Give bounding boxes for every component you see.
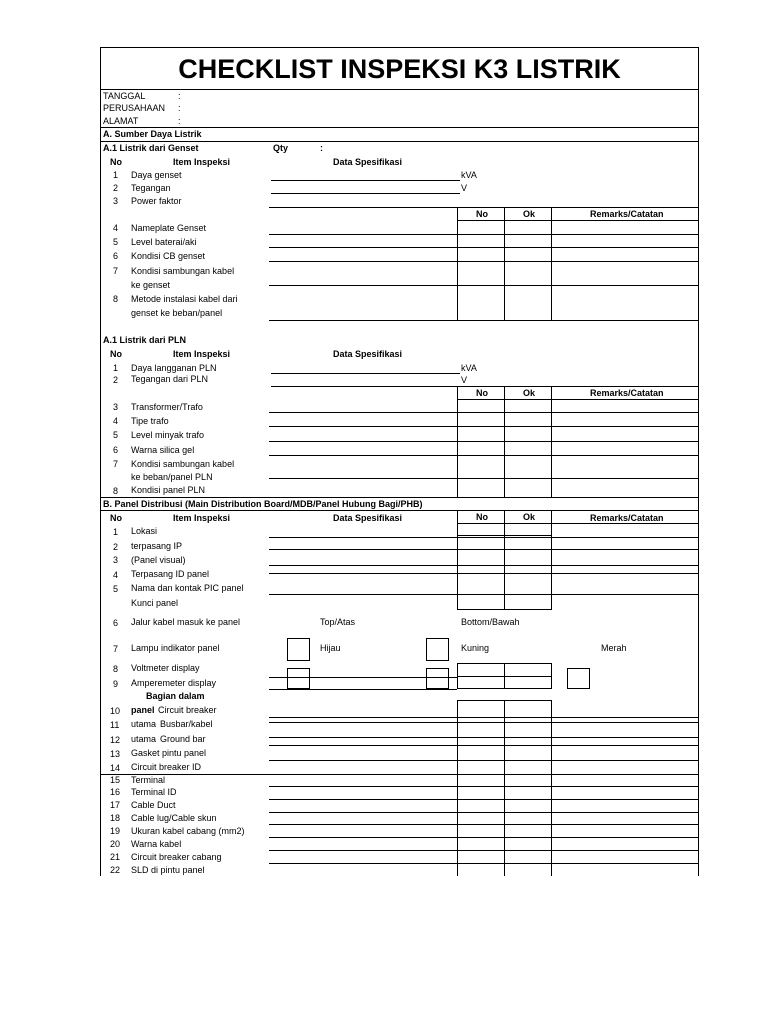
meter-label: Voltmeter display: [131, 663, 200, 673]
genset-col-divider: [551, 207, 552, 320]
alamat-label: ALAMAT: [103, 116, 139, 126]
pln-col-divider: [457, 386, 458, 498]
panel-item-label: terpasang IP: [131, 541, 183, 551]
genset-spec-unit: kVA: [461, 170, 477, 180]
bottom-col-divider: [551, 774, 552, 876]
panel-row-line: [269, 537, 698, 538]
perusahaan-label: PERUSAHAAN: [103, 103, 166, 113]
inner-item-no: 13: [110, 749, 121, 759]
meter-cell-line: [457, 676, 551, 677]
bottom-item-no: 20: [110, 839, 121, 849]
meter-no: 9: [113, 679, 119, 689]
panel-row-line: [269, 573, 698, 574]
panel-col-ok: Ok: [523, 512, 536, 522]
perusahaan-separator: :: [178, 103, 181, 113]
genset-row-line: [269, 247, 698, 248]
pln-row-line: [269, 412, 698, 413]
panel-item-no: 2: [113, 542, 119, 552]
pln-header-no: No: [110, 349, 122, 359]
inner-item-label: Circuit breaker ID: [131, 762, 202, 772]
genset-item-label: Tegangan: [131, 183, 171, 193]
meter-row-line: [269, 689, 457, 690]
genset-col-divider: [457, 207, 458, 320]
panel-item-label: Lokasi: [131, 526, 158, 536]
pln-spec-line: [271, 373, 460, 374]
lampu-no: 7: [113, 644, 119, 654]
bottom-row-line: [269, 786, 698, 787]
pln-check-no: 5: [113, 430, 119, 440]
inner-item-no: 11: [110, 720, 120, 730]
inner-col-divider: [457, 700, 458, 776]
lampu-label: Lampu indikator panel: [131, 643, 220, 653]
jalur-option-top: Top/Atas: [320, 617, 356, 627]
bottom-item-no: 16: [110, 787, 121, 797]
inner-section-bottom: [100, 774, 699, 775]
section-a-title: A. Sumber Daya Listrik: [103, 129, 202, 139]
genset-check-no: 5: [113, 237, 119, 247]
genset-qty-separator: :: [320, 143, 323, 153]
header-divider: [100, 127, 699, 128]
pln-col-remarks: Remarks/Catatan: [590, 388, 664, 398]
pln-check-label: Tipe trafo: [131, 416, 169, 426]
pln-row-line: [269, 478, 698, 479]
frame-left-border: [100, 47, 101, 876]
pln-table-top: [457, 386, 698, 387]
genset-check-no: 4: [113, 223, 119, 233]
meter-label: Amperemeter display: [131, 678, 217, 688]
genset-header-no: No: [110, 157, 122, 167]
pln-row-line: [269, 426, 698, 427]
section-a-divider: [100, 141, 699, 142]
pln-check-label: Level minyak trafo: [131, 430, 205, 440]
pln-table-header-line: [457, 399, 698, 400]
lampu-option-merah: Merah: [601, 643, 627, 653]
genset-col-divider: [504, 207, 505, 320]
genset-col-remarks: Remarks/Catatan: [590, 209, 664, 219]
panel-row-line: [269, 594, 698, 595]
genset-col-ok: Ok: [523, 209, 536, 219]
bottom-item-no: 18: [110, 813, 121, 823]
genset-table-top: [269, 207, 698, 208]
genset-item-no: 2: [113, 183, 119, 193]
bottom-item-no: 22: [110, 865, 121, 875]
jalur-label: Jalur kabel masuk ke panel: [131, 617, 241, 627]
pln-header-item: Item Inspeksi: [173, 349, 231, 359]
bottom-col-divider: [504, 774, 505, 876]
pln-check-no: 6: [113, 445, 119, 455]
panel-item-label: (Panel visual): [131, 555, 186, 565]
pln-check-no: 7: [113, 459, 119, 469]
inner-item-label: Gasket pintu panel: [131, 748, 207, 758]
tanggal-separator: :: [178, 91, 181, 101]
genset-row-line: [269, 285, 698, 286]
inner-table-top: [457, 700, 551, 701]
bottom-item-label: Terminal ID: [131, 787, 177, 797]
inner-utama-word: utama: [131, 719, 157, 729]
frame-top-border: [100, 47, 699, 48]
pln-col-ok: Ok: [523, 388, 536, 398]
genset-row-line: [269, 261, 698, 262]
inner-row-line: [269, 717, 698, 718]
bottom-item-no: 19: [110, 826, 121, 836]
genset-table-bottom: [269, 320, 698, 321]
inner-utama-word: utama: [131, 734, 157, 744]
bottom-item-label: Terminal: [131, 775, 166, 785]
genset-check-no: 6: [113, 251, 119, 261]
inner-row-line: [269, 760, 698, 761]
bottom-row-line: [269, 837, 698, 838]
panel-item-no: 1: [113, 527, 119, 537]
panel-col-divider: [457, 510, 458, 610]
panel-header-item: Item Inspeksi: [173, 513, 231, 523]
genset-col-no: No: [476, 209, 488, 219]
inner-item-no: 12: [110, 735, 121, 745]
panel-col-no: No: [476, 512, 488, 522]
inner-item-label: Busbar/kabel: [160, 719, 213, 729]
panel-header-spec: Data Spesifikasi: [333, 513, 403, 523]
pln-title: A.1 Listrik dari PLN: [103, 335, 187, 345]
page-title: CHECKLIST INSPEKSI K3 LISTRIK: [178, 54, 621, 84]
inner-item-no: 10: [110, 706, 121, 716]
panel-item-label: Nama dan kontak PIC panel: [131, 583, 244, 593]
genset-item-label: Daya genset: [131, 170, 182, 180]
pln-item-no: 1: [113, 363, 119, 373]
jalur-no: 6: [113, 618, 119, 628]
bottom-item-label: Cable lug/Cable skun: [131, 813, 217, 823]
pln-spec-unit: kVA: [461, 363, 477, 373]
genset-header-spec: Data Spesifikasi: [333, 157, 403, 167]
inner-item-label: Ground bar: [160, 734, 206, 744]
panel-item-no: 3: [113, 555, 119, 565]
pln-item-label: Daya langganan PLN: [131, 363, 217, 373]
hijau-checkbox[interactable]: [287, 638, 310, 661]
pln-check-no: 3: [113, 402, 119, 412]
panel-col-remarks: Remarks/Catatan: [590, 513, 664, 523]
panel-col-divider: [551, 510, 552, 610]
panel-cell-line: [457, 535, 551, 536]
pln-check-label-line2: ke beban/panel PLN: [131, 472, 213, 482]
genset-table-header-line: [457, 220, 698, 221]
bottom-row-line: [269, 850, 698, 851]
bottom-item-label: SLD di pintu panel: [131, 865, 205, 875]
bottom-row-line: [269, 863, 698, 864]
genset-check-label: Kondisi CB genset: [131, 251, 206, 261]
genset-check-label: Level baterai/aki: [131, 237, 197, 247]
bottom-item-label: Circuit breaker cabang: [131, 852, 222, 862]
voltmeter-kuning-box[interactable]: [426, 668, 449, 689]
genset-spec-line: [271, 180, 460, 181]
bottom-item-no: 17: [110, 800, 121, 810]
inner-row-line: [269, 722, 698, 723]
genset-row-line: [269, 234, 698, 235]
pln-col-divider: [504, 386, 505, 498]
frame-right-border: [698, 47, 699, 876]
genset-check-label: Nameplate Genset: [131, 223, 207, 233]
inner-item-label: Circuit breaker: [158, 705, 217, 715]
panel-table-bottom: [457, 609, 551, 610]
genset-check-no: 7: [113, 266, 119, 276]
pln-item-no: 2: [113, 375, 119, 385]
panel-item-no: 4: [113, 570, 119, 580]
alamat-separator: :: [178, 116, 181, 126]
pln-col-no: No: [476, 388, 488, 398]
pln-check-label: Transformer/Trafo: [131, 402, 203, 412]
genset-spec-line: [271, 193, 460, 194]
bottom-item-label: Warna kabel: [131, 839, 182, 849]
panel-col-divider: [504, 510, 505, 610]
genset-header-item: Item Inspeksi: [173, 157, 231, 167]
pln-header-spec: Data Spesifikasi: [333, 349, 403, 359]
voltmeter-hijau-box[interactable]: [287, 668, 310, 689]
pln-col-divider: [551, 386, 552, 498]
pln-check-label: Kondisi sambungan kabel: [131, 459, 235, 469]
section-b-title: B. Panel Distribusi (Main Distribution Board/MDB/Panel Hubung Bagi/PHB): [103, 499, 423, 509]
genset-item-no: 1: [113, 170, 119, 180]
bottom-row-line: [269, 824, 698, 825]
pln-spec-unit: V: [461, 375, 468, 385]
genset-title: A.1 Listrik dari Genset: [103, 143, 199, 153]
genset-qty-label: Qty: [273, 143, 289, 153]
inner-panel-word: panel: [131, 705, 155, 715]
inner-item-no: 14: [110, 763, 121, 773]
section-b-divider: [100, 510, 699, 511]
title-divider: [100, 89, 699, 90]
panel-table-header-line: [457, 523, 698, 524]
panel-item-label-line2: Kunci panel: [131, 598, 179, 608]
genset-check-no: 8: [113, 294, 119, 304]
lampu-option-kuning: Kuning: [461, 643, 490, 653]
bagian-dalam-label: Bagian dalam: [146, 691, 205, 701]
genset-check-label-line2: genset ke beban/panel: [131, 308, 223, 318]
inner-col-divider: [551, 700, 552, 776]
pln-check-no: 4: [113, 416, 119, 426]
inner-row-line: [269, 745, 698, 746]
bottom-row-line: [269, 799, 698, 800]
bottom-col-divider: [457, 774, 458, 876]
pln-check-no: 8: [113, 486, 119, 496]
genset-item-label: Power faktor: [131, 196, 182, 206]
kuning-checkbox[interactable]: [426, 638, 449, 661]
pln-item-label: Tegangan dari PLN: [131, 374, 209, 384]
bottom-item-no: 21: [110, 852, 121, 862]
pln-check-label: Warna silica gel: [131, 445, 195, 455]
genset-check-label: Kondisi sambungan kabel: [131, 266, 235, 276]
bottom-item-label: Cable Duct: [131, 800, 176, 810]
panel-item-label: Terpasang ID panel: [131, 569, 210, 579]
meter-no: 8: [113, 664, 119, 674]
panel-row-line: [269, 549, 698, 550]
lampu-option-hijau: Hijau: [320, 643, 341, 653]
voltmeter-merah-box[interactable]: [567, 668, 590, 689]
pln-row-line: [269, 441, 698, 442]
genset-check-label: Metode instalasi kabel dari: [131, 294, 238, 304]
tanggal-label: TANGGAL: [103, 91, 146, 101]
jalur-option-bottom: Bottom/Bawah: [461, 617, 520, 627]
inner-col-divider: [504, 700, 505, 776]
bottom-item-label: Ukuran kabel cabang (mm2): [131, 826, 245, 836]
panel-header-no: No: [110, 513, 122, 523]
panel-item-no: 5: [113, 584, 119, 594]
pln-check-label: Kondisi panel PLN: [131, 485, 206, 495]
pln-row-line: [269, 455, 698, 456]
inner-row-line: [269, 737, 698, 738]
genset-item-no: 3: [113, 196, 119, 206]
genset-check-label-line2: ke genset: [131, 280, 171, 290]
bottom-row-line: [269, 812, 698, 813]
panel-row-line: [269, 565, 698, 566]
pln-spec-line: [271, 386, 460, 387]
section-b-top-divider: [100, 497, 699, 498]
bottom-item-no: 15: [110, 775, 121, 785]
genset-spec-unit: V: [461, 183, 468, 193]
